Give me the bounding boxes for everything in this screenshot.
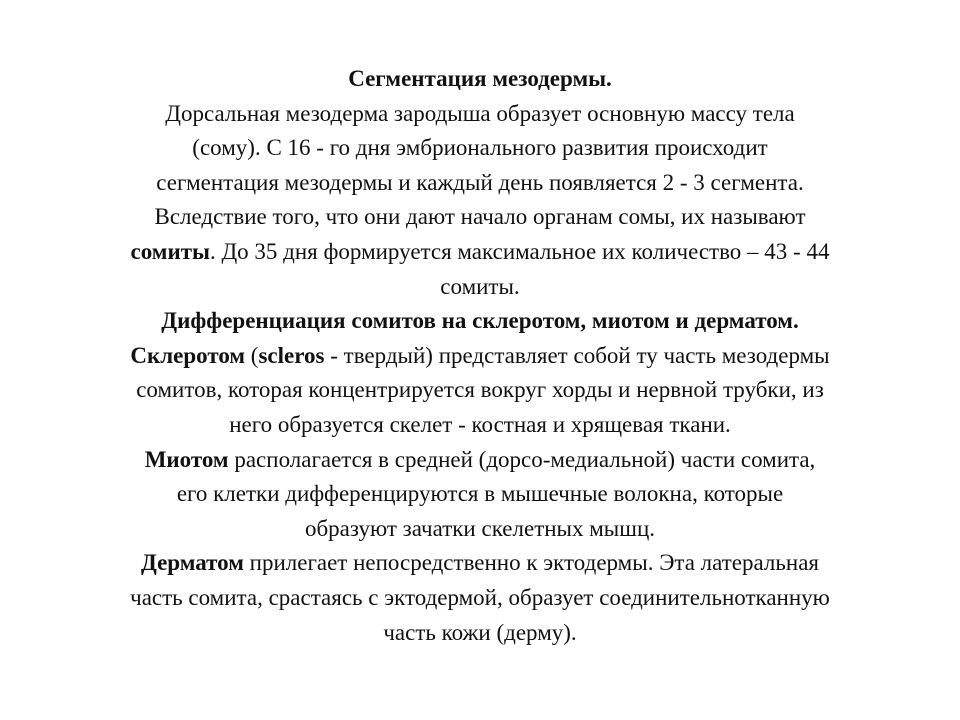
sclerotome-line-1-rest: - твердый) представляет собой ту часть мезодермы	[324, 342, 830, 368]
myotome-line-3: образуют зачатки скелетных мышц.	[304, 515, 656, 541]
term-sclerotome: Склеротом	[130, 342, 246, 368]
slide-text	[20, 62, 940, 650]
sclerotome-open: (	[245, 342, 259, 368]
intro-line-2: (сому). С 16 - го дня эмбрионального развития происходит	[192, 135, 768, 161]
intro-line-5	[20, 235, 940, 270]
dermatome-line-1-rest: прилегает непосредственно к эктодермы. Эта латеральная	[243, 550, 819, 576]
term-scleros: scleros	[258, 342, 325, 368]
dermatome-line-2: часть сомита, срастаясь с эктодермой, образует соединительнотканную	[130, 584, 830, 610]
sclerotome-line-2: сомитов, которая концентрируется вокруг хорды и нервной трубки, из	[136, 377, 824, 403]
term-dermatome: Дерматом	[140, 550, 244, 576]
section-subheading: Дифференциация сомитов на склеротом, миотом и дерматом.	[161, 308, 799, 334]
term-myotome: Миотом	[144, 446, 229, 472]
intro-line-6: сомиты.	[440, 273, 520, 299]
intro-line-5-rest: . До 35 дня формируется максимальное их количество – 43 - 44	[209, 238, 830, 264]
intro-line-3: сегментация мезодермы и каждый день появляется 2 - 3 сегмента.	[156, 169, 804, 195]
term-somites: сомиты	[130, 238, 210, 264]
dermatome-line-3: часть кожи (дерму).	[383, 619, 577, 645]
sclerotome-line-1	[20, 339, 940, 374]
myotome-line-2: его клетки дифференцируются в мышечные волокна, которые	[176, 481, 784, 507]
sclerotome-line-3: него образуется скелет - костная и хрящевая ткани.	[229, 411, 731, 437]
myotome-line-1	[20, 443, 940, 478]
dermatome-line-1	[20, 546, 940, 581]
myotome-line-1-rest: располагается в средней (дорсо-медиальной) части сомита,	[228, 446, 816, 472]
intro-line-1: Дорсальная мезодерма зародыша образует основную массу тела	[165, 100, 795, 126]
slide-title: Сегментация мезодермы.	[348, 66, 612, 91]
intro-line-4: Вследствие того, что они дают начало органам сомы, их называют	[154, 204, 806, 230]
